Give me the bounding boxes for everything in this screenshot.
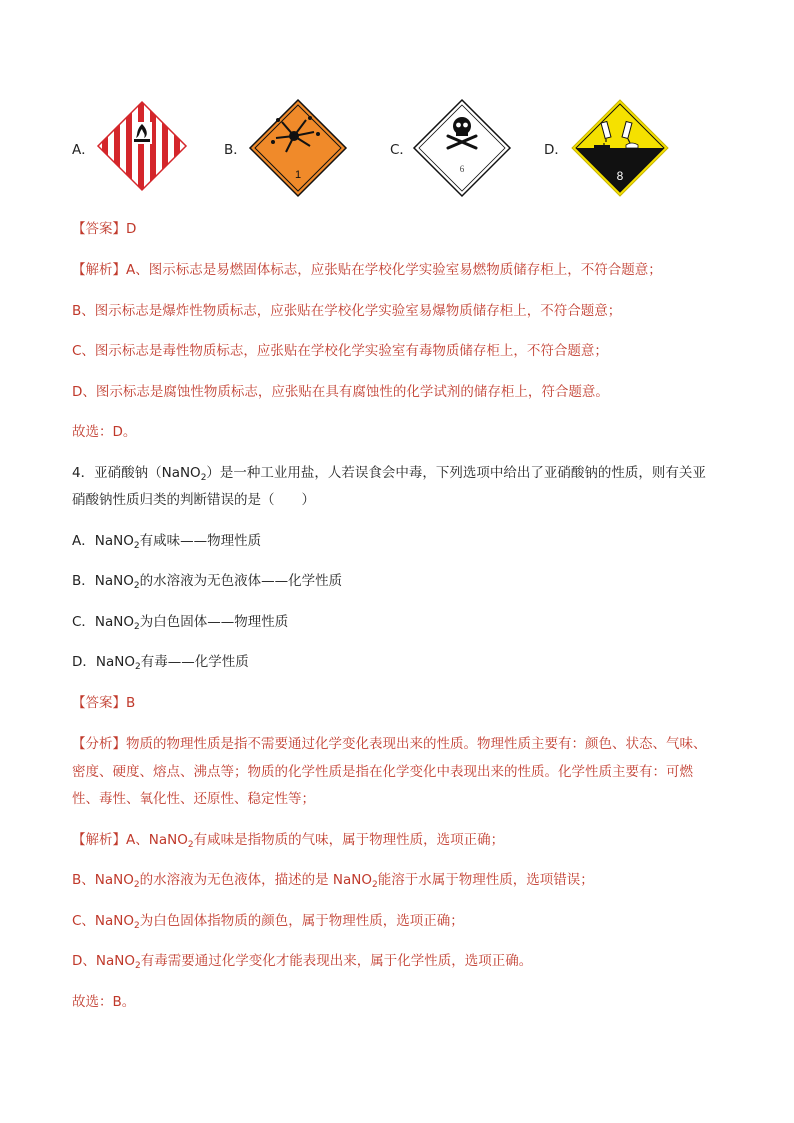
analysis-prefix: B、NaNO	[72, 872, 134, 888]
q4-option-b[interactable]	[72, 571, 342, 591]
option-prefix: C．NaNO	[72, 614, 135, 630]
corrosive-class-number: 8	[616, 169, 624, 183]
flammable-solid-sign-icon	[96, 100, 188, 192]
q3-conclusion: 故选：D。	[72, 424, 137, 440]
q4-fenxi-line1	[72, 734, 707, 754]
subscript: 2	[134, 921, 140, 931]
option-subscript: 2	[133, 541, 140, 551]
q4-analysis-d	[72, 951, 532, 971]
q4-analysis-b	[72, 870, 594, 890]
option-subscript: 2	[133, 581, 140, 591]
q4-fenxi-line3: 性、毒性、氧化性、还原性、稳定性等；	[72, 791, 315, 807]
analysis-text: A、图示标志是易燃固体标志，应张贴在学校化学实验室易燃物质储存柜上，不符合题意；	[126, 262, 662, 278]
q4-answer	[72, 693, 135, 713]
answer-value: B	[126, 695, 136, 711]
subscript: 2	[133, 880, 140, 890]
fenxi-tag: 【分析】	[72, 736, 126, 752]
corrosive-sign-icon	[570, 98, 670, 198]
stem-subscript: 2	[200, 473, 207, 483]
q3-analysis-d: D、图示标志是腐蚀性物质标志，应张贴在具有腐蚀性的化学试剂的储存柜上，符合题意。	[72, 384, 609, 400]
q3-analysis-b: B、图示标志是爆炸性物质标志，应张贴在学校化学实验室易爆物质储存柜上，不符合题意；	[72, 303, 622, 319]
answer-value: D	[126, 221, 137, 237]
analysis-text: 为白色固体指物质的颜色，属于物理性质，选项正确；	[139, 913, 464, 929]
option-prefix: B．NaNO	[72, 573, 134, 589]
toxic-skull-sign-icon	[412, 98, 512, 198]
option-text: 有毒——化学性质	[140, 654, 249, 670]
q4-option-a[interactable]	[72, 531, 261, 551]
analysis-text: 能溶于水属于物理性质，选项错误；	[377, 872, 594, 888]
option-prefix: D．NaNO	[72, 654, 135, 670]
option-subscript: 2	[134, 622, 140, 632]
analysis-text: 有毒需要通过化学变化才能表现出来，属于化学性质，选项正确。	[140, 953, 533, 969]
q4-option-c[interactable]	[72, 612, 288, 632]
analysis-tag: 【解析】	[72, 262, 126, 278]
analysis-prefix: C、NaNO	[72, 913, 135, 929]
stem-prefix: 4．亚硝酸钠（NaNO	[72, 465, 201, 481]
analysis-text: 的水溶液为无色液体，描述的是 NaNO	[139, 872, 372, 888]
option-a-label: A．	[72, 142, 95, 158]
analysis-tag: 【解析】	[72, 832, 126, 848]
q4-stem-line1	[72, 463, 706, 483]
explosive-sign-icon	[248, 98, 348, 198]
toxic-class-number: 6	[459, 164, 465, 174]
subscript: 2	[135, 961, 141, 971]
answer-tag: 【答案】	[72, 221, 126, 237]
option-d-label: D．	[544, 142, 568, 158]
q4-fenxi-line2: 密度、硬度、熔点、沸点等；物质的化学性质是指在化学变化中表现出来的性质。化学性质主要有：可燃	[72, 764, 693, 780]
answer-tag: 【答案】	[72, 695, 126, 711]
q4-analysis-c	[72, 911, 464, 931]
fenxi-text: 物质的物理性质是指不需要通过化学变化表现出来的性质。物理性质主要有：颜色、状态、气味、	[126, 736, 707, 752]
option-prefix: A．NaNO	[72, 533, 134, 549]
option-text: 的水溶液为无色液体——化学性质	[139, 573, 343, 589]
analysis-prefix: D、NaNO	[72, 953, 135, 969]
explosive-class-number: 1	[294, 169, 302, 181]
subscript: 2	[187, 840, 194, 850]
q3-analysis-a	[72, 260, 662, 280]
analysis-prefix: A、NaNO	[126, 832, 188, 848]
q3-answer	[72, 219, 136, 239]
q3-analysis-c: C、图示标志是毒性物质标志，应张贴在学校化学实验室有毒物质储存柜上，不符合题意；	[72, 343, 608, 359]
option-text: 有咸味——物理性质	[139, 533, 262, 549]
q4-analysis-a	[72, 830, 504, 850]
analysis-text: 有咸味是指物质的气味，属于物理性质，选项正确；	[193, 832, 505, 848]
option-subscript: 2	[135, 662, 141, 672]
q4-stem-line2: 硝酸钠性质归类的判断错误的是（ ）	[72, 492, 315, 508]
option-text: 为白色固体——物理性质	[139, 614, 289, 630]
option-c-label: C．	[390, 142, 413, 158]
stem-suffix: ）是一种工业用盐，人若误食会中毒，下列选项中给出了亚硝酸钠的性质，则有关亚	[206, 465, 706, 481]
q4-conclusion: 故选：B。	[72, 994, 136, 1010]
q4-option-d[interactable]	[72, 652, 249, 672]
option-b-label: B．	[224, 142, 247, 158]
subscript: 2	[371, 880, 378, 890]
